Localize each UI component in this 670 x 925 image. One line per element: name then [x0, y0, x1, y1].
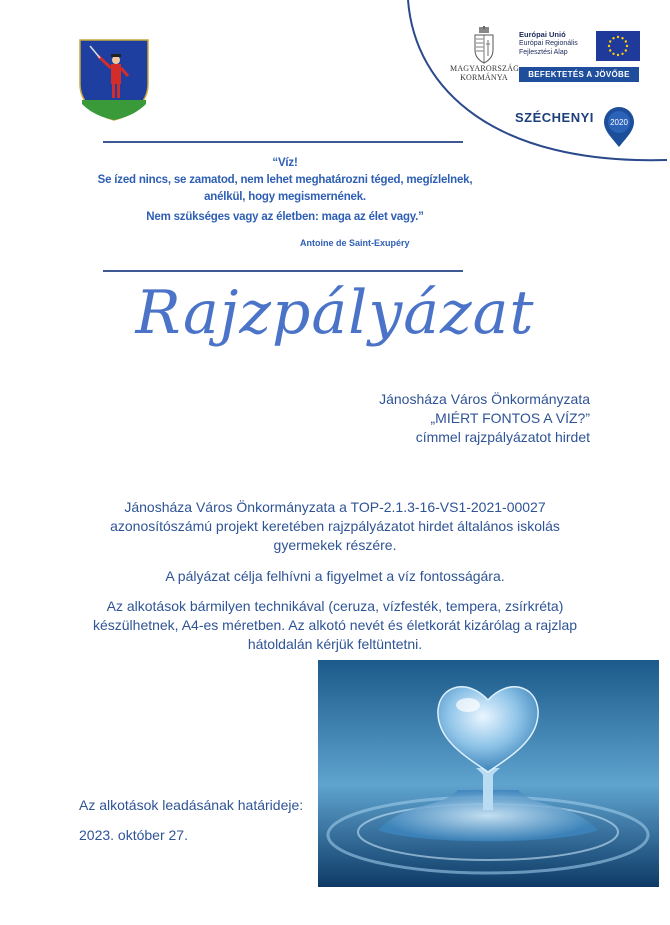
hungarian-crest-icon: [473, 26, 495, 64]
eu-banner: BEFEKTETÉS A JÖVŐBE: [519, 67, 639, 82]
body-paragraph-2: A pályázat célja felhívni a figyelmet a víz fontosságára.: [165, 568, 505, 584]
p3-line2: készülhetnek, A4-es méretben. Az alkotó nevét és életkorát kizárólag a rajzlap: [92, 617, 578, 633]
quote-block: [90, 155, 480, 226]
quote-line2: Se ízed nincs, se zamatod, nem lehet meghatározni téged, megízlelnek,: [97, 174, 473, 186]
p1-line3: gyermekek részére.: [273, 537, 397, 553]
deadline-block: [79, 790, 303, 850]
p1-line1: Jánosháza Város Önkormányzata a TOP-2.1.3-16-VS1-2021-00027: [124, 499, 546, 515]
hungary-gov-line2: KORMÁNYA: [460, 73, 508, 82]
water-heart-image: [318, 660, 659, 887]
hungary-gov-line1: MAGYARORSZÁG: [450, 64, 520, 73]
quote-bottom-rule: [103, 270, 463, 272]
body-paragraph-3: [60, 597, 610, 654]
quote-author: Antoine de Saint-Exupéry: [300, 238, 410, 248]
corner-arc-decoration: [405, 0, 670, 180]
szechenyi-logo-text: SZÉCHENYI: [515, 110, 594, 125]
szechenyi-year: 2020: [610, 118, 628, 127]
p3-line3: hátoldalán kérjük feltüntetni.: [247, 636, 423, 652]
quote-top-rule: [103, 141, 463, 143]
hungarian-government-logo: [450, 26, 518, 82]
p1-line2: azonosítószámú projekt keretében rajzpályázatot hirdet általános iskolás: [110, 518, 560, 534]
page-title: Rajzpályázat: [135, 278, 535, 348]
organizer-line3: címmel rajzpályázatot hirdet: [415, 429, 590, 445]
quote-line1: “Víz!: [272, 157, 298, 169]
eu-line3: Fejlesztési Alap: [519, 49, 568, 56]
deadline-label: Az alkotások leadásának határideje:: [79, 797, 304, 813]
p3-line1: Az alkotások bármilyen technikával (ceruza, vízfesték, tempera, zsírkréta): [106, 598, 564, 614]
eu-logo: [519, 30, 639, 79]
organizer-line1: Jánosháza Város Önkormányzata: [379, 391, 590, 407]
eu-line1: Európai Unió: [519, 30, 566, 39]
body-paragraph-1: [60, 498, 610, 555]
quote-line3: anélkül, hogy megismernének.: [204, 191, 366, 203]
eu-line2: Európai Regionális: [519, 40, 578, 47]
deadline-date: 2023. október 27.: [79, 827, 188, 843]
organizer-block: [379, 390, 590, 447]
szechenyi-2020-pin-icon: [602, 106, 636, 148]
eu-flag-icon: [596, 31, 640, 61]
organizer-line2: „MIÉRT FONTOS A VÍZ?”: [430, 410, 590, 426]
coat-of-arms-icon: [78, 38, 150, 122]
quote-line4: Nem szükséges vagy az életben: maga az élet vagy.”: [146, 211, 424, 223]
